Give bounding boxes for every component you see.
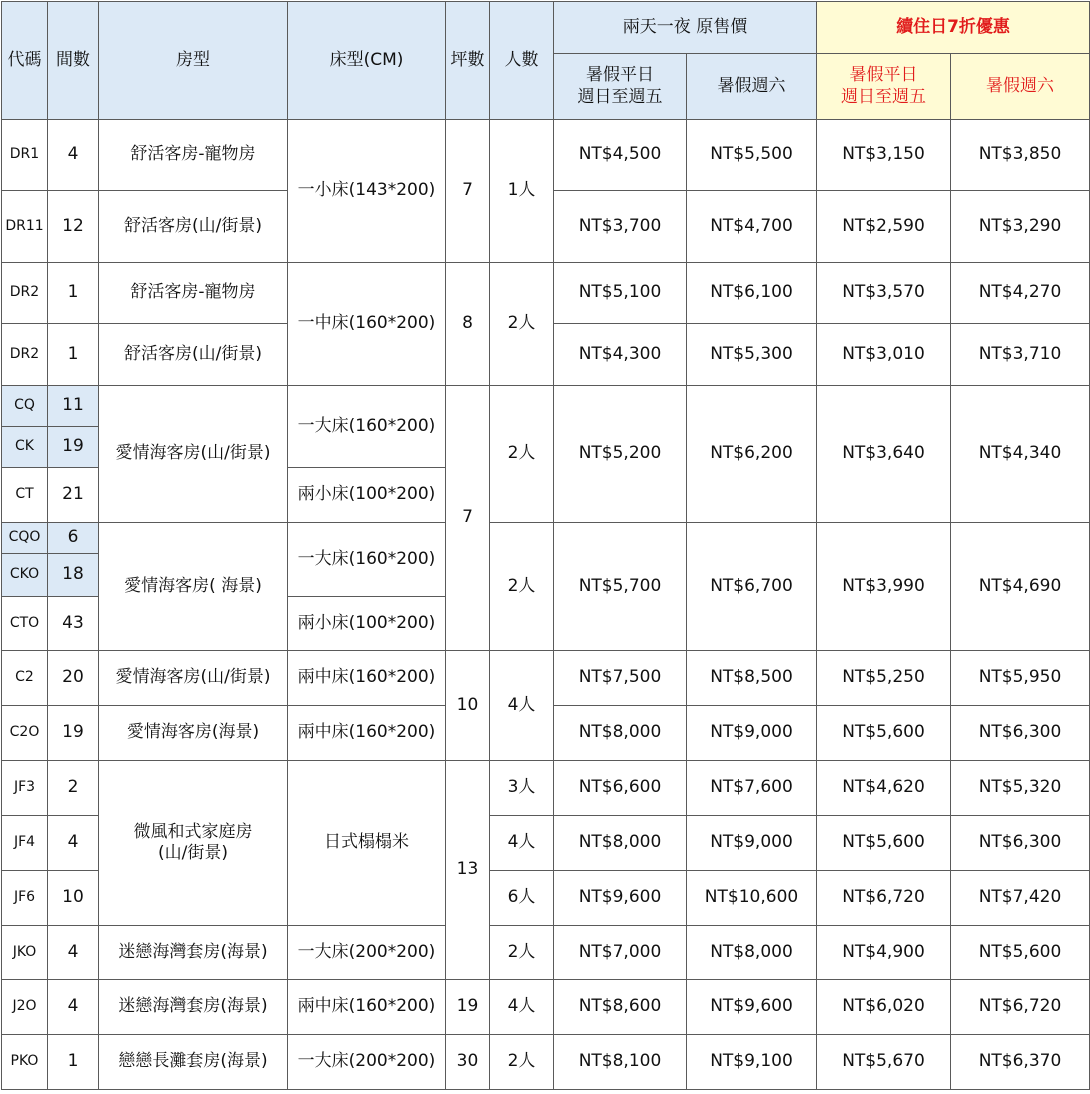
disc-weekday-price: NT$5,250: [817, 651, 951, 706]
orig-weekday-price: NT$4,300: [554, 324, 687, 386]
bed-type: 兩小床(100*200): [288, 597, 446, 651]
disc-weekday-price: NT$3,640: [817, 386, 951, 523]
room-code: DR2: [2, 263, 48, 324]
room-type-line2: (山/街景): [158, 843, 228, 863]
room-count: 10: [48, 871, 99, 926]
people: 2人: [490, 523, 554, 651]
room-count: 21: [48, 468, 99, 523]
orig-saturday-price: NT$8,500: [687, 651, 817, 706]
room-code: CKO: [2, 554, 48, 597]
orig-saturday-price: NT$8,000: [687, 926, 817, 980]
bed-type: 兩中床(160*200): [288, 651, 446, 706]
disc-weekday-price: NT$5,670: [817, 1035, 951, 1090]
disc-saturday-price: NT$7,420: [951, 871, 1090, 926]
bed-type: 一大床(160*200): [288, 386, 446, 468]
header-orig-weekday: [554, 54, 687, 120]
room-code: DR11: [2, 191, 48, 263]
room-count: 4: [48, 120, 99, 191]
disc-saturday-price: NT$5,950: [951, 651, 1090, 706]
room-code: JF4: [2, 816, 48, 871]
disc-saturday-price: NT$3,290: [951, 191, 1090, 263]
orig-saturday-price: NT$5,500: [687, 120, 817, 191]
orig-weekday-price: NT$7,000: [554, 926, 687, 980]
room-type: 愛情海客房( 海景): [99, 523, 288, 651]
orig-weekday-price: NT$5,200: [554, 386, 687, 523]
header-discount: 續住日7折優惠: [817, 2, 1090, 54]
room-count: 18: [48, 554, 99, 597]
header-people: 人數: [490, 2, 554, 120]
room-type: 戀戀長灘套房(海景): [99, 1035, 288, 1090]
room-type: 迷戀海灣套房(海景): [99, 926, 288, 980]
people: 4人: [490, 980, 554, 1035]
table-row: [2, 263, 1090, 324]
disc-weekday-price: NT$3,570: [817, 263, 951, 324]
people: 4人: [490, 651, 554, 761]
room-count: 20: [48, 651, 99, 706]
people: 3人: [490, 761, 554, 816]
ping: 19: [446, 980, 490, 1035]
room-type: 舒活客房(山/街景): [99, 191, 288, 263]
room-code: J2O: [2, 980, 48, 1035]
disc-saturday-price: NT$6,300: [951, 816, 1090, 871]
header-ping: 坪數: [446, 2, 490, 120]
bed-type: 日式榻榻米: [288, 761, 446, 926]
orig-saturday-price: NT$6,700: [687, 523, 817, 651]
room-code: PKO: [2, 1035, 48, 1090]
disc-weekday-price: NT$3,150: [817, 120, 951, 191]
disc-saturday-price: NT$4,690: [951, 523, 1090, 651]
room-code: JF3: [2, 761, 48, 816]
orig-weekday-price: NT$5,100: [554, 263, 687, 324]
disc-saturday-price: NT$5,600: [951, 926, 1090, 980]
room-type: 愛情海客房(海景): [99, 706, 288, 761]
disc-saturday-price: NT$6,300: [951, 706, 1090, 761]
bed-type: 一大床(200*200): [288, 926, 446, 980]
disc-weekday-price: NT$3,010: [817, 324, 951, 386]
bed-type: 一大床(160*200): [288, 523, 446, 597]
orig-weekday-price: NT$8,100: [554, 1035, 687, 1090]
table-row: [2, 523, 1090, 554]
header-room-type: 房型: [99, 2, 288, 120]
orig-weekday-price: NT$9,600: [554, 871, 687, 926]
disc-weekday-price: NT$3,990: [817, 523, 951, 651]
disc-saturday-price: NT$3,710: [951, 324, 1090, 386]
disc-saturday-price: NT$6,370: [951, 1035, 1090, 1090]
header-bed-type: 床型(CM): [288, 2, 446, 120]
room-code: CTO: [2, 597, 48, 651]
bed-type: 一小床(143*200): [288, 120, 446, 263]
orig-saturday-price: NT$5,300: [687, 324, 817, 386]
orig-weekday-price: NT$4,500: [554, 120, 687, 191]
bed-type: 一中床(160*200): [288, 263, 446, 386]
room-code: CQ: [2, 386, 48, 427]
people: 2人: [490, 926, 554, 980]
room-count: 19: [48, 427, 99, 468]
orig-saturday-price: NT$9,600: [687, 980, 817, 1035]
orig-weekday-price: NT$8,000: [554, 816, 687, 871]
room-type-line1: 微風和式家庭房: [133, 821, 253, 842]
room-count: 11: [48, 386, 99, 427]
ping: 10: [446, 651, 490, 761]
weekday-line2: 週日至週五: [577, 86, 663, 107]
room-code: C2: [2, 651, 48, 706]
disc-saturday-price: NT$5,320: [951, 761, 1090, 816]
orig-saturday-price: NT$9,100: [687, 1035, 817, 1090]
room-code: CK: [2, 427, 48, 468]
orig-weekday-price: NT$7,500: [554, 651, 687, 706]
people: 4人: [490, 816, 554, 871]
table-row: [2, 980, 1090, 1035]
orig-weekday-price: NT$8,000: [554, 706, 687, 761]
header-code: 代碼: [2, 2, 48, 120]
table-row: [2, 651, 1090, 706]
header-disc-weekday: [817, 54, 951, 120]
people: 6人: [490, 871, 554, 926]
bed-type: 兩中床(160*200): [288, 706, 446, 761]
disc-weekday-price: NT$6,020: [817, 980, 951, 1035]
disc-weekday-price: NT$6,720: [817, 871, 951, 926]
ping: 13: [446, 761, 490, 980]
disc-saturday-price: NT$4,340: [951, 386, 1090, 523]
orig-saturday-price: NT$7,600: [687, 761, 817, 816]
orig-saturday-price: NT$6,100: [687, 263, 817, 324]
ping: 30: [446, 1035, 490, 1090]
orig-weekday-price: NT$3,700: [554, 191, 687, 263]
room-count: 4: [48, 816, 99, 871]
room-count: 19: [48, 706, 99, 761]
room-count: 1: [48, 263, 99, 324]
room-code: JKO: [2, 926, 48, 980]
room-code: CQO: [2, 523, 48, 554]
room-type: 舒活客房-寵物房: [99, 263, 288, 324]
people: 2人: [490, 263, 554, 386]
orig-saturday-price: NT$4,700: [687, 191, 817, 263]
header-orig-saturday: 暑假週六: [687, 54, 817, 120]
disc-weekday-price: NT$4,620: [817, 761, 951, 816]
disc-saturday-price: NT$6,720: [951, 980, 1090, 1035]
ping: 7: [446, 120, 490, 263]
disc-saturday-price: NT$4,270: [951, 263, 1090, 324]
room-price-table: [1, 1, 1090, 1090]
disc-weekday-price: NT$4,900: [817, 926, 951, 980]
header-count: 間數: [48, 2, 99, 120]
room-code: JF6: [2, 871, 48, 926]
room-count: 2: [48, 761, 99, 816]
table-row: [2, 1035, 1090, 1090]
people: 2人: [490, 386, 554, 523]
table-row: [2, 926, 1090, 980]
room-count: 43: [48, 597, 99, 651]
disc-weekday-price: NT$5,600: [817, 706, 951, 761]
orig-weekday-price: NT$6,600: [554, 761, 687, 816]
disc-weekday-price: NT$5,600: [817, 816, 951, 871]
room-type: 迷戀海灣套房(海景): [99, 980, 288, 1035]
orig-weekday-price: NT$5,700: [554, 523, 687, 651]
table-row: [2, 120, 1090, 191]
room-count: 6: [48, 523, 99, 554]
room-count: 4: [48, 980, 99, 1035]
room-code: CT: [2, 468, 48, 523]
header-original-price: 兩天一夜 原售價: [554, 2, 817, 54]
weekday-line1: 暑假平日: [586, 65, 654, 86]
orig-saturday-price: NT$9,000: [687, 816, 817, 871]
weekday-line1: 暑假平日: [849, 65, 918, 86]
room-count: 1: [48, 324, 99, 386]
header-disc-saturday: 暑假週六: [951, 54, 1090, 120]
orig-saturday-price: NT$10,600: [687, 871, 817, 926]
bed-type: 一大床(200*200): [288, 1035, 446, 1090]
orig-saturday-price: NT$6,200: [687, 386, 817, 523]
room-type: [99, 761, 288, 926]
orig-saturday-price: NT$9,000: [687, 706, 817, 761]
room-code: C2O: [2, 706, 48, 761]
room-type: 舒活客房-寵物房: [99, 120, 288, 191]
room-type: 愛情海客房(山/街景): [99, 386, 288, 523]
people: 1人: [490, 120, 554, 263]
room-type: 愛情海客房(山/街景): [99, 651, 288, 706]
bed-type: 兩小床(100*200): [288, 468, 446, 523]
bed-type: 兩中床(160*200): [288, 980, 446, 1035]
room-count: 1: [48, 1035, 99, 1090]
people: 2人: [490, 1035, 554, 1090]
room-code: DR1: [2, 120, 48, 191]
table-row: [2, 386, 1090, 427]
orig-weekday-price: NT$8,600: [554, 980, 687, 1035]
disc-saturday-price: NT$3,850: [951, 120, 1090, 191]
ping: 7: [446, 386, 490, 651]
ping: 8: [446, 263, 490, 386]
weekday-line2: 週日至週五: [841, 86, 926, 107]
room-count: 4: [48, 926, 99, 980]
room-code: DR2: [2, 324, 48, 386]
room-type: 舒活客房(山/街景): [99, 324, 288, 386]
table-row: [2, 761, 1090, 816]
room-count: 12: [48, 191, 99, 263]
disc-weekday-price: NT$2,590: [817, 191, 951, 263]
